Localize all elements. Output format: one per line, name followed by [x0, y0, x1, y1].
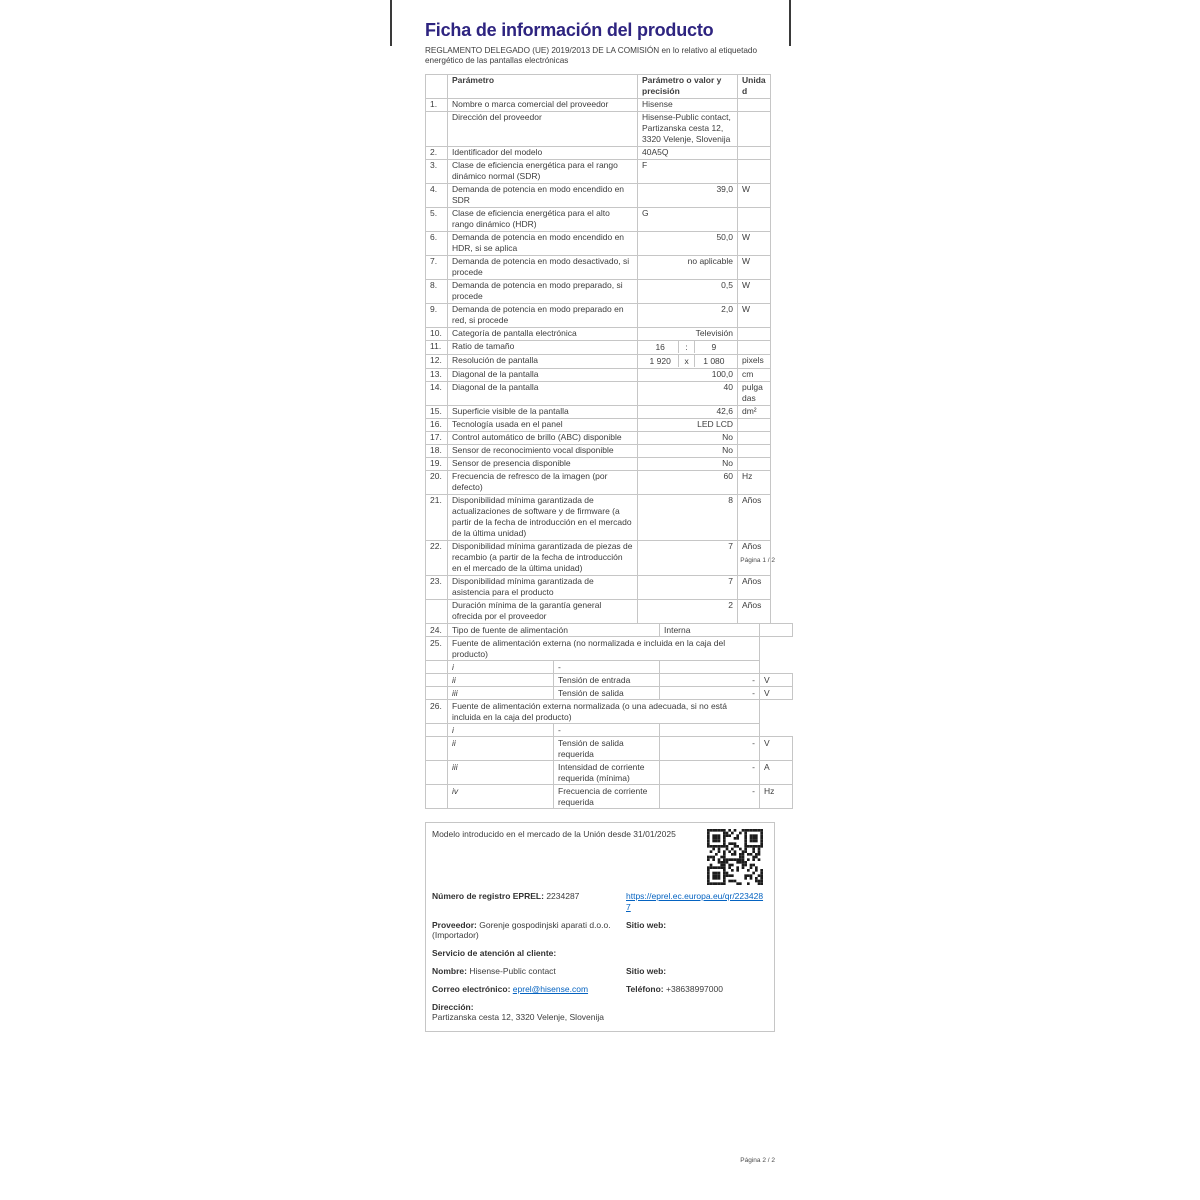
value-cell: 42,6	[638, 405, 738, 418]
table-row	[426, 457, 771, 470]
param-cell: -	[554, 661, 660, 674]
param-cell: Superficie visible de la pantalla	[448, 405, 638, 418]
row-number-cell: 23.	[426, 575, 448, 599]
row-number-cell: 11.	[426, 340, 448, 354]
unit-cell: V	[760, 737, 793, 761]
param-cell: Tensión de salida	[554, 687, 660, 700]
value-cell	[638, 340, 738, 354]
sub-index-cell: ii	[448, 737, 554, 761]
unit-cell	[738, 207, 771, 231]
qr-code-icon	[707, 829, 763, 885]
table-row	[426, 327, 771, 340]
unit-cell: Hz	[760, 785, 793, 809]
header-param-cell: Parámetro	[448, 74, 638, 98]
value-cell: 40A5Q	[638, 146, 738, 159]
table-row	[426, 111, 771, 146]
value-cell: 0,5	[638, 279, 738, 303]
unit-cell	[738, 111, 771, 146]
sub-index-cell: iv	[448, 785, 554, 809]
supplier-label: Proveedor:	[432, 919, 477, 930]
name-label: Nombre:	[432, 965, 467, 976]
row-number-cell: 3.	[426, 159, 448, 183]
value-cell: 100,0	[638, 368, 738, 381]
unit-cell	[738, 146, 771, 159]
contact-name	[432, 966, 626, 977]
unit-cell	[660, 724, 760, 737]
value-cell: 7	[638, 575, 738, 599]
value-cell: G	[638, 207, 738, 231]
param-cell: Duración mínima de la garantía general ofrecida por el proveedor	[448, 599, 638, 623]
table-row	[426, 785, 793, 809]
table-row	[426, 303, 771, 327]
row-number-cell	[426, 599, 448, 623]
row-number-cell: 22.	[426, 540, 448, 575]
table-row	[426, 231, 771, 255]
sub-index-cell: i	[448, 661, 554, 674]
row-number-cell: 14.	[426, 381, 448, 405]
address-value: Partizanska cesta 12, 3320 Velenje, Slovenija	[432, 1012, 605, 1023]
value-cell: -	[660, 687, 760, 700]
table-row	[426, 737, 793, 761]
phone-value: +38638997000	[666, 983, 723, 994]
value-cell: Televisión	[638, 327, 738, 340]
param-cell: Disponibilidad mínima garantizada de actualizaciones de software y de firmware (a partir de la fecha de introducción en el mercado de la última unidad)	[448, 494, 638, 540]
value-cell: 2	[638, 599, 738, 623]
name-value: Hisense-Public contact	[469, 965, 556, 976]
param-cell: Disponibilidad mínima garantizada de asistencia para el producto	[448, 575, 638, 599]
row-number-cell: 20.	[426, 470, 448, 494]
row-number-cell: 26.	[426, 700, 448, 724]
table-row	[426, 340, 771, 354]
product-fiche-page-1	[425, 20, 777, 624]
unit-cell: Años	[738, 494, 771, 540]
param-cell: Demanda de potencia en modo encendido en HDR, si se aplica	[448, 231, 638, 255]
param-cell: Control automático de brillo (ABC) disponible	[448, 431, 638, 444]
param-cell: Diagonal de la pantalla	[448, 381, 638, 405]
unit-cell	[738, 327, 771, 340]
table-row	[426, 444, 771, 457]
param-cell: Resolución de pantalla	[448, 354, 638, 368]
supplier-info	[432, 920, 626, 942]
unit-cell: pixels	[738, 354, 771, 368]
table-row	[426, 381, 771, 405]
unit-cell: W	[738, 231, 771, 255]
value-cell: LED LCD	[638, 418, 738, 431]
value-cell: No	[638, 457, 738, 470]
registration-info-box	[425, 822, 775, 1032]
regulation-text: REGLAMENTO DELEGADO (UE) 2019/2013 DE LA COMISIÓN en lo relativo al etiquetado energético de las pantallas electrónicas	[425, 46, 758, 66]
value-cell	[638, 354, 738, 368]
row-number-cell: 13.	[426, 368, 448, 381]
table-row	[426, 146, 771, 159]
param-cell: Diagonal de la pantalla	[448, 368, 638, 381]
unit-cell: W	[738, 303, 771, 327]
split-value-part: 9	[711, 341, 717, 352]
row-number-cell: 24.	[426, 624, 448, 637]
param-cell: Demanda de potencia en modo preparado, si procede	[448, 279, 638, 303]
split-value-part: :	[678, 341, 694, 353]
table-row	[426, 761, 793, 785]
param-cell: Categoría de pantalla electrónica	[448, 327, 638, 340]
row-number-cell: 21.	[426, 494, 448, 540]
table-row	[426, 470, 771, 494]
table-row	[426, 724, 793, 737]
unit-cell: Hz	[738, 470, 771, 494]
row-number-cell	[426, 111, 448, 146]
table-row	[426, 207, 771, 231]
param-cell: Frecuencia de refresco de la imagen (por defecto)	[448, 470, 638, 494]
param-cell: Frecuencia de corriente requerida	[554, 785, 660, 809]
unit-cell: V	[760, 687, 793, 700]
table-row	[426, 700, 793, 724]
row-number-cell: 6.	[426, 231, 448, 255]
eprel-label: Número de registro EPREL:	[432, 891, 544, 901]
row-number-cell: 12.	[426, 354, 448, 368]
value-cell: -	[660, 674, 760, 687]
sub-index-cell: iii	[448, 761, 554, 785]
row-number-cell: 9.	[426, 303, 448, 327]
page-2-footer: Página 2 / 2	[740, 1157, 775, 1164]
eprel-number: 2234287	[546, 891, 580, 901]
table-row	[426, 159, 771, 183]
param-span-cell: Fuente de alimentación externa normalizada (o una adecuada, si no está incluida en la caja del producto)	[448, 700, 760, 724]
unit-cell: Años	[738, 575, 771, 599]
value-cell: Hisense	[638, 98, 738, 111]
param-cell: Dirección del proveedor	[448, 111, 638, 146]
table-row	[426, 98, 771, 111]
table-row	[426, 624, 793, 637]
param-cell: Tensión de salida requerida	[554, 737, 660, 761]
value-cell: 2,0	[638, 303, 738, 327]
table-row	[426, 431, 771, 444]
contact-email	[432, 984, 626, 995]
table-row	[426, 405, 771, 418]
row-number-cell: 7.	[426, 255, 448, 279]
row-number-cell	[426, 661, 448, 674]
page-1-footer: Página 1 / 2	[740, 557, 775, 564]
email-label: Correo electrónico:	[432, 983, 511, 994]
param-cell: Intensidad de corriente requerida (mínima)	[554, 761, 660, 785]
table-header-row	[426, 74, 771, 98]
parameters-table	[425, 74, 771, 624]
param-cell: Nombre o marca comercial del proveedor	[448, 98, 638, 111]
page-edge-mark-right	[789, 0, 791, 46]
market-introduction-text: Modelo introducido en el mercado de la Unión desde 31/01/2025	[432, 829, 676, 839]
sub-index-cell: ii	[448, 674, 554, 687]
unit-cell: A	[760, 761, 793, 785]
row-number-cell	[426, 737, 448, 761]
value-cell: 40	[638, 381, 738, 405]
value-cell: 8	[638, 494, 738, 540]
email-link[interactable]: eprel@hisense.com	[512, 983, 589, 994]
unit-cell: Años	[738, 599, 771, 623]
split-value-part: 1 080	[703, 355, 725, 366]
value-cell: 50,0	[638, 231, 738, 255]
power-supply-table	[425, 623, 793, 809]
unit-cell: V	[760, 674, 793, 687]
header-number-cell	[426, 74, 448, 98]
param-cell: Sensor de reconocimiento vocal disponible	[448, 444, 638, 457]
row-number-cell	[426, 687, 448, 700]
row-number-cell: 18.	[426, 444, 448, 457]
unit-cell: Años	[738, 540, 771, 575]
table-row	[426, 354, 771, 368]
row-number-cell: 17.	[426, 431, 448, 444]
row-number-cell	[426, 761, 448, 785]
row-number-cell: 5.	[426, 207, 448, 231]
eprel-link[interactable]: https://eprel.ec.europa.eu/qr/2234287	[626, 891, 764, 912]
customer-service-label: Servicio de atención al cliente:	[432, 948, 557, 959]
unit-cell	[738, 159, 771, 183]
param-cell: -	[554, 724, 660, 737]
split-value-part: 16	[655, 341, 665, 352]
sub-index-cell: i	[448, 724, 554, 737]
param-span-cell: Fuente de alimentación externa (no normalizada e incluida en la caja del producto)	[448, 637, 760, 661]
param-cell: Clase de eficiencia energética para el rango dinámico normal (SDR)	[448, 159, 638, 183]
unit-cell	[738, 431, 771, 444]
split-value	[642, 355, 733, 367]
unit-cell: W	[738, 279, 771, 303]
value-cell: Hisense-Public contact, Partizanska cesta 12, 3320 Velenje, Slovenija	[638, 111, 738, 146]
param-cell: Identificador del modelo	[448, 146, 638, 159]
value-cell: F	[638, 159, 738, 183]
table-row	[426, 418, 771, 431]
param-cell: Clase de eficiencia energética para el alto rango dinámico (HDR)	[448, 207, 638, 231]
table-row	[426, 368, 771, 381]
row-number-cell: 25.	[426, 637, 448, 661]
unit-cell	[738, 418, 771, 431]
unit-cell: pulgadas	[738, 381, 771, 405]
value-cell: -	[660, 761, 760, 785]
value-cell: no aplicable	[638, 255, 738, 279]
split-value-part: x	[678, 355, 694, 367]
header-value-cell: Parámetro o valor y precisión	[638, 74, 738, 98]
table-row	[426, 687, 793, 700]
row-number-cell	[426, 785, 448, 809]
row-number-cell: 4.	[426, 183, 448, 207]
param-cell: Tecnología usada en el panel	[448, 418, 638, 431]
unit-cell	[738, 98, 771, 111]
unit-cell: cm	[738, 368, 771, 381]
value-cell: 7	[638, 540, 738, 575]
row-number-cell: 16.	[426, 418, 448, 431]
address-label: Dirección:	[432, 1001, 474, 1012]
value-cell: Interna	[660, 624, 760, 637]
table-row	[426, 599, 771, 623]
website-label-2: Sitio web:	[626, 965, 667, 976]
row-number-cell: 8.	[426, 279, 448, 303]
value-cell: 39,0	[638, 183, 738, 207]
table-row	[426, 674, 793, 687]
unit-cell	[738, 457, 771, 470]
supplier-value: Gorenje gospodinjski aparati d.o.o. (Importador)	[432, 919, 611, 941]
value-cell: -	[660, 737, 760, 761]
param-cell: Tensión de entrada	[554, 674, 660, 687]
param-cell: Demanda de potencia en modo encendido en SDR	[448, 183, 638, 207]
unit-cell	[660, 661, 760, 674]
param-cell: Disponibilidad mínima garantizada de piezas de recambio (a partir de la fecha de introducción en el mercado de la última unidad)	[448, 540, 638, 575]
product-fiche-page-2	[425, 623, 777, 1032]
page-title: Ficha de información del producto	[425, 20, 714, 40]
sub-index-cell: iii	[448, 687, 554, 700]
table-row	[426, 255, 771, 279]
row-number-cell: 2.	[426, 146, 448, 159]
table-row	[426, 575, 771, 599]
param-cell: Tipo de fuente de alimentación	[448, 624, 660, 637]
unit-cell: W	[738, 183, 771, 207]
value-cell: 60	[638, 470, 738, 494]
unit-cell: dm²	[738, 405, 771, 418]
unit-cell	[738, 444, 771, 457]
table-row	[426, 183, 771, 207]
value-cell: No	[638, 431, 738, 444]
eprel-registration	[432, 891, 626, 913]
row-number-cell: 15.	[426, 405, 448, 418]
split-value	[642, 341, 733, 353]
phone-label: Teléfono:	[626, 983, 664, 994]
table-row	[426, 279, 771, 303]
website-label: Sitio web:	[626, 919, 667, 930]
row-number-cell: 1.	[426, 98, 448, 111]
page-edge-mark-left	[390, 0, 392, 46]
unit-cell	[760, 624, 793, 637]
row-number-cell	[426, 724, 448, 737]
unit-cell: W	[738, 255, 771, 279]
param-cell: Demanda de potencia en modo preparado en red, si procede	[448, 303, 638, 327]
table-row	[426, 494, 771, 540]
row-number-cell: 10.	[426, 327, 448, 340]
split-value-part: 1 920	[649, 355, 671, 366]
table-row	[426, 661, 793, 674]
param-cell: Sensor de presencia disponible	[448, 457, 638, 470]
value-cell: -	[660, 785, 760, 809]
param-cell: Ratio de tamaño	[448, 340, 638, 354]
table-row	[426, 637, 793, 661]
value-cell: No	[638, 444, 738, 457]
unit-cell	[738, 340, 771, 354]
param-cell: Demanda de potencia en modo desactivado, si procede	[448, 255, 638, 279]
row-number-cell	[426, 674, 448, 687]
header-unit-cell: Unidad	[738, 74, 771, 98]
contact-phone	[626, 984, 766, 995]
contact-address	[432, 1002, 766, 1024]
row-number-cell: 19.	[426, 457, 448, 470]
